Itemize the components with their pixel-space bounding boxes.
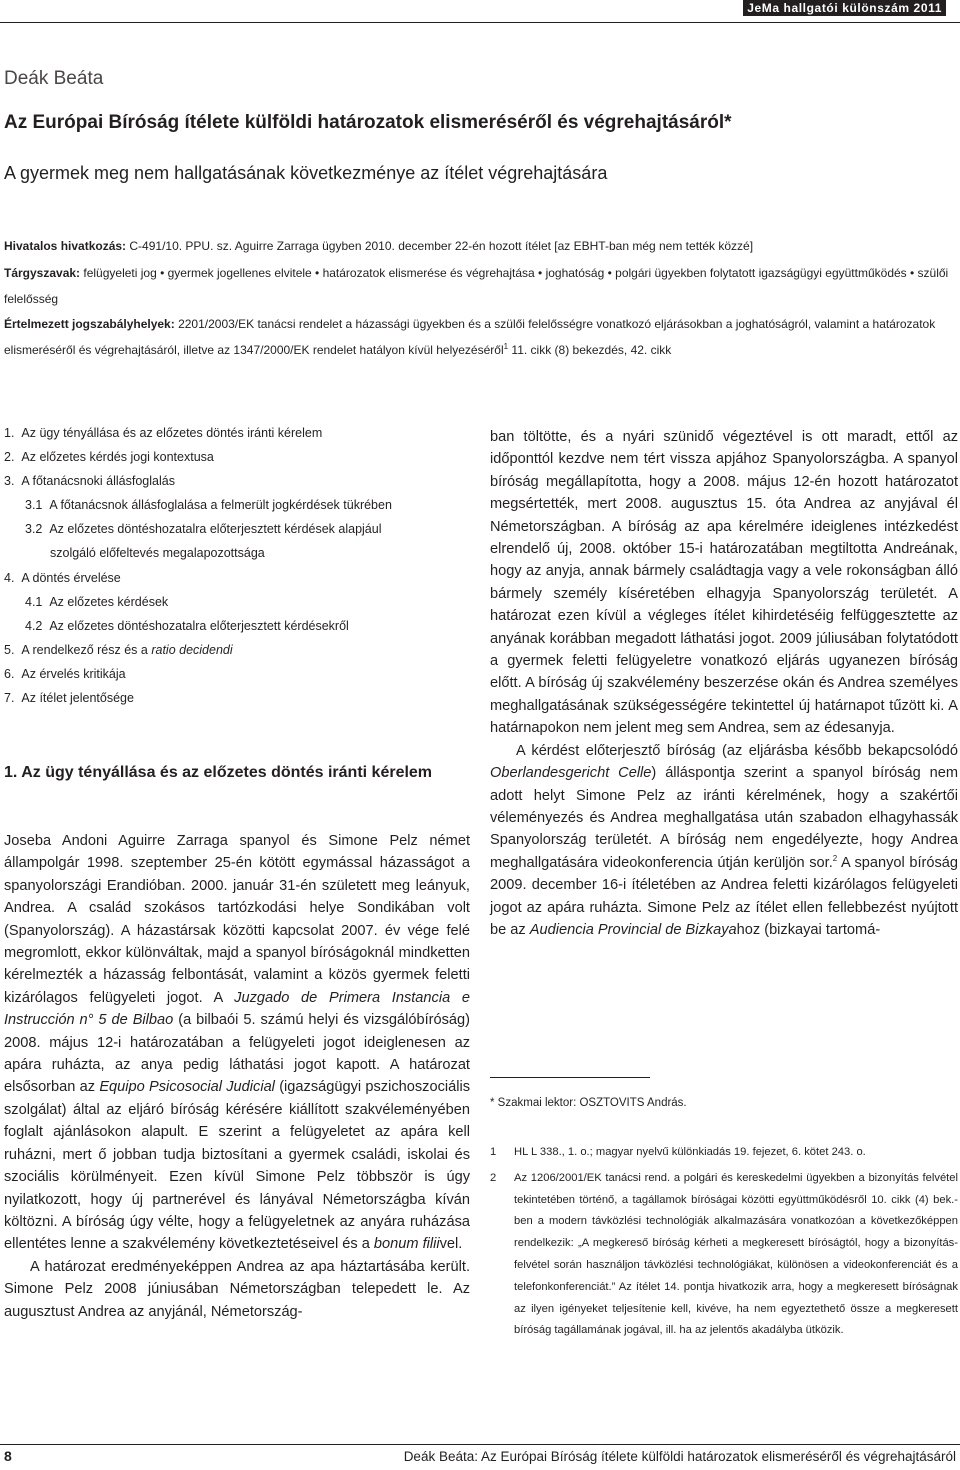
keywords-text: felügyeleti jog • gyermek jogellenes elvitele • határozatok elismerése és végrehajtása • joghatóság • polgári ügyekben folytatott igazságügyi együttműködés • szülői felelősség <box>4 266 949 306</box>
article-author: Deák Beáta <box>4 68 104 89</box>
interpreted-laws-label: Értelmezett jogszabályhelyek: <box>4 317 175 331</box>
section-heading: 1. Az ügy tényállása és az előzetes döntés iránti kérelem <box>4 764 433 781</box>
journal-label: JeMa hallgatói különszám 2011 <box>743 0 946 16</box>
toc-item: 6. Az érvelés kritikája <box>4 667 126 681</box>
official-reference-label: Hivatalos hivatkozás: <box>4 239 127 253</box>
page-number: 8 <box>4 1448 12 1464</box>
paragraph: A kérdést előterjesztő bíróság (az eljárásba később bekapcsolódó Oberlandesgericht Celle) álláspontja szerint a spanyol bíróság nem adott helyt Simone Pelz az iránti kérelmének, hogy a szakértői véleményezés és Andrea meghallgatása után szabadon elhagyhassák Spanyolország területét. A bíróság nem engedélyezte, hogy Andrea meghallgatására videokonferencia útján kerüljön sor.$^2$ A spanyol bíróság 2009. december 16-i ítéletében az Andrea feletti kizárólagos felügyeleti jogot az apára ruházta. Simone Pelz az ítélet ellen fellebbezést nyújtott be az Audiencia Provincial de Bizkayahoz (bizkayai tartomá- <box>490 742 959 938</box>
header-divider <box>0 22 960 23</box>
paragraph: Joseba Andoni Aguirre Zarraga spanyol és Simone Pelz német állampolgár 1998. szeptember 25-én kötött egymással házasságot a spanyolországi Erandióban. 2000. január 31-én született meg leányuk, Andrea. A család szokásos tartózkodási helye Sondikában volt (Spanyolország). A házastársak közötti kapcsolat 2007. év vége felé megromlott, ekkor különváltak, majd a spanyol bíróságoknál mindketten kérelmezték a házasság felbontását, valamint a közös gyermek feletti kizárólagos felügyeleti jogot. A Juzgado de Primera Instancia e Instrucción n° 5 de Bilbao (a bilbaói 5. számú helyi és vizsgálóbíróság) 2008. május 12-i határozatában a felügyeleti jogot ideiglenesen az apára ruházta, az anya pedig láthatási jogot kapott. A határozat elsősorban az Equipo Psicosocial Judicial (igazságügyi pszichoszociális szolgálat) által az eljáró bíróság kérésére kiállított szakvéleményében foglalt ajánlásokon alapult. E szerint a felügyeletet az apára kell ruházni, mert ő jobban tudja biztosítani a gyermek családi, iskolai és szociális körülményeit. Ezen kívül Simone Pelz többször is úgy nyilatkozott, hogy új partnerével és lányával Németországba kíván költözni. A bíróság úgy vélte, hogy a felügyeletnek az anyára ruházása ellentétes lenne a szakvélemény következtetéseivel és a bonum filiivel. <box>4 833 471 1253</box>
toc-item: 1. Az ügy tényállása és az előzetes döntés iránti kérelem <box>4 426 323 440</box>
keywords <box>4 260 956 312</box>
footer-divider <box>0 1444 960 1445</box>
article-title: Az Európai Bíróság ítélete külföldi határozatok elismeréséről és végrehajtásáról* <box>4 112 732 133</box>
toc-item-continuation: szolgáló előfeltevés megalapozottsága <box>50 546 265 560</box>
body-column-right <box>490 426 958 941</box>
interpreted-laws <box>4 311 956 363</box>
toc-item: 3.1 A főtanácsnok állásfoglalása a felmerült jogkérdések tükrében <box>25 498 392 512</box>
paragraph: ban töltötte, és a nyári szünidő végeztével is ott maradt, ettől az időponttól kezdve nem tért vissza apjához Spanyolországba. A spanyol bíróság megállapította, hogy a 2008. május 12-én hozott határozatot megsértették, mert 2008. augusztus 15. óta Andrea az anyjával él Németországban. A bíróság az apa kérelmére ideiglenes intézkedést elrendelő új, 2008. október 15-i határozatában megtiltotta Andreának, hogy az anyja, annak bármely családtagja vagy a vele rokonságban álló bármely személy kíséretében elhagyja Spanyolország területét. A határozat ezen kívül a végleges ítélet kihirdetéséig felfüggesztette az anyának korábban megadott láthatási jogot. 2009 júliusában folytatódott a gyermek feletti felügyeletre vonatkozó eljárás ugyanezen bíróság előtt. A bíróság új szakvélemény beszerzése okán és Andrea személyes meghallgatásának szükségességére tekintettel új határnapot tűzött ki. A határnapokon nem jelent meg sem Andrea, sem az édesanyja. <box>490 429 958 737</box>
footnote: 1 HL L 338., 1. o.; magyar nyelvű különkiadás 19. fejezet, 6. kötet 243. o. <box>490 1146 866 1158</box>
footnote-ref-1: 1 <box>503 342 509 351</box>
footnote-divider <box>490 1077 650 1078</box>
paragraph: A határozat eredményeképpen Andrea az apa háztartásába került. Simone Pelz 2008 júniusában Németországban telepedett le. Az augusztust Andrea az anyjánál, Németország- <box>4 1258 470 1320</box>
footnote: 2 Az 1206/2001/EK tanácsi rend. a polgári és kereskedelmi ügyekben a bizonyítás felvétel tekintetében történő, a tagállamok bíróságai közötti együttműködésről 10. cikk (4) bek.-ben a modern távközlési technológiák alkalmazására vonatkozóan a következőképpen rendelkezik: „A megkereső bíróság kérheti a megkeresett bíróságtól, hogy a bizonyítás-felvétel során használjon távközlési technológiákat, különösen a videokonferenciát és a telefonkonferenciát.” Az ítélet 14. pontja hivatkozik arra, hogy a megkeresett bíróságnak az ilyen igényeket teljesítenie kell, kivéve, ha nem egyeztethető össze a megkeresett bíróság tagállamának jogával, ill. ha az jelentős akadályba ütközik. <box>490 1171 958 1337</box>
interpreted-laws-text: 2201/2003/EK tanácsi rendelet a házassági ügyekben és a szülői felelősségre vonatkozó eljárásokban a joghatóságról, valamint a határozatok elismeréséről és végrehajtásáról, illetve az 1347/2000/EK rendelet hatályon kívül helyezéséről <box>4 317 936 357</box>
running-title: Deák Beáta: Az Európai Bíróság ítélete külföldi határozatok elismeréséről és végrehajtásáról <box>403 1449 956 1464</box>
official-reference-text: C-491/10. PPU. sz. Aguirre Zarraga ügyben 2010. december 22-én hozott ítélet [az EBHT-ban még nem tették közzé] <box>126 239 754 253</box>
toc-item: 3. A főtanácsnoki állásfoglalás <box>4 474 175 488</box>
article-subtitle: A gyermek meg nem hallgatásának következménye az ítélet végrehajtására <box>4 163 608 183</box>
toc-item: 5. A rendelkező rész és a ratio decidendi <box>4 643 233 657</box>
toc-item: 7. Az ítélet jelentősége <box>4 691 134 705</box>
toc-item: 3.2 Az előzetes döntéshozatalra előterjesztett kérdések alapjául <box>25 522 382 536</box>
official-reference <box>4 233 956 259</box>
toc-item: 2. Az előzetes kérdés jogi kontextusa <box>4 450 214 464</box>
footnotes <box>490 1142 958 1342</box>
footnote-ref-2: 2 <box>832 853 838 863</box>
toc-item: 4.1 Az előzetes kérdések <box>25 595 169 609</box>
toc-item: 4.2 Az előzetes döntéshozatalra előterjesztett kérdésekről <box>25 619 349 633</box>
interpreted-laws-tail: 11. cikk (8) bekezdés, 42. cikk <box>508 343 672 357</box>
toc-item: 4. A döntés érvelése <box>4 571 121 585</box>
keywords-label: Tárgyszavak: <box>4 266 81 280</box>
reviewer-note: * Szakmai lektor: OSZTOVITS András. <box>490 1097 687 1109</box>
body-column-left <box>4 830 470 1323</box>
